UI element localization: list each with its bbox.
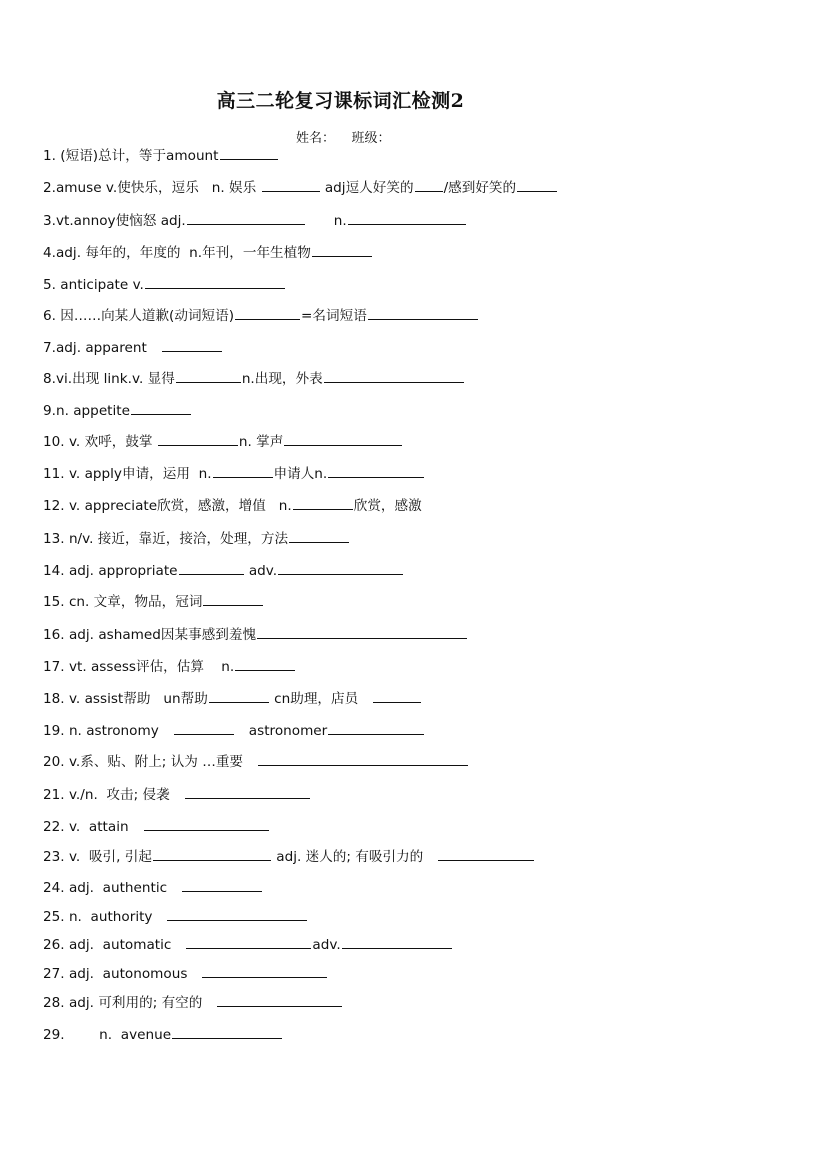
- list-item: 22. v. attain: [43, 817, 270, 836]
- answer-blank[interactable]: [174, 721, 234, 735]
- answer-blank[interactable]: [284, 432, 402, 446]
- list-item: 24. adj. authentic: [43, 878, 263, 897]
- list-item: 15. cn. 文章，物品，冠词: [43, 592, 264, 611]
- answer-blank[interactable]: [373, 689, 421, 703]
- answer-blank[interactable]: [153, 847, 271, 861]
- list-item: 23. v. 吸引, 引起 adj. 迷人的; 有吸引力的: [43, 847, 535, 866]
- list-item: 2.amuse v.使快乐，逗乐 n. 娱乐 adj逗人好笑的 /感到好笑的: [43, 178, 558, 197]
- answer-blank[interactable]: [167, 907, 307, 921]
- list-item: 26. adj. automatic adv.: [43, 935, 453, 954]
- answer-blank[interactable]: [176, 369, 241, 383]
- answer-blank[interactable]: [220, 146, 278, 160]
- answer-blank[interactable]: [342, 935, 452, 949]
- list-item: 6. 因……向某人道歉(动词短语) =名词短语: [43, 306, 479, 325]
- answer-blank[interactable]: [158, 432, 238, 446]
- answer-blank[interactable]: [348, 211, 466, 225]
- list-item: 1. (短语)总计，等于amount: [43, 146, 279, 165]
- list-item: 10. v. 欢呼，鼓掌 n. 掌声: [43, 432, 403, 451]
- answer-blank[interactable]: [258, 752, 468, 766]
- list-item: 5. anticipate v.: [43, 275, 286, 294]
- answer-blank[interactable]: [182, 878, 262, 892]
- list-item: 25. n. authority: [43, 907, 308, 926]
- list-item: 13. n/v. 接近，靠近，接洽，处理，方法: [43, 529, 350, 548]
- answer-blank[interactable]: [131, 401, 191, 415]
- answer-blank[interactable]: [179, 561, 244, 575]
- answer-blank[interactable]: [438, 847, 534, 861]
- answer-blank[interactable]: [187, 211, 305, 225]
- answer-blank[interactable]: [213, 464, 273, 478]
- list-item: 16. adj. ashamed因某事感到羞愧: [43, 625, 468, 644]
- answer-blank[interactable]: [185, 785, 310, 799]
- list-item: 18. v. assist帮助 un帮助 cn助理，店员: [43, 689, 422, 708]
- answer-blank[interactable]: [172, 1025, 282, 1039]
- list-item: 9.n. appetite: [43, 401, 192, 420]
- answer-blank[interactable]: [415, 178, 443, 192]
- page-title: 高三二轮复习课标词汇检测2: [216, 90, 465, 112]
- answer-blank[interactable]: [202, 964, 327, 978]
- answer-blank[interactable]: [368, 306, 478, 320]
- answer-blank[interactable]: [235, 306, 300, 320]
- answer-blank[interactable]: [517, 178, 557, 192]
- list-item: 12. v. appreciate欣赏，感激，增值 n. 欣赏，感激: [43, 498, 422, 514]
- list-item: 3.vt.annoy使恼怒 adj. n.: [43, 211, 467, 230]
- list-item: 8.vi.出现 link.v. 显得 n.出现，外表: [43, 369, 465, 388]
- list-item: 17. vt. assess评估，估算 n.: [43, 657, 296, 676]
- answer-blank[interactable]: [262, 178, 320, 192]
- answer-blank[interactable]: [209, 689, 269, 703]
- answer-blank[interactable]: [328, 721, 424, 735]
- answer-blank[interactable]: [278, 561, 403, 575]
- answer-blank[interactable]: [203, 592, 263, 606]
- list-item: 20. v.系、贴、附上; 认为 …重要: [43, 752, 469, 771]
- name-class-field: 姓名： 班级：: [296, 131, 391, 146]
- answer-blank[interactable]: [293, 496, 353, 510]
- answer-blank[interactable]: [144, 817, 269, 831]
- answer-blank[interactable]: [145, 275, 285, 289]
- list-item: 28. adj. 可利用的; 有空的: [43, 993, 343, 1012]
- list-item: 29. n. avenue: [43, 1025, 283, 1044]
- list-item: 11. v. apply申请，运用 n. 申请人n.: [43, 464, 425, 483]
- list-item: 21. v./n. 攻击; 侵袭: [43, 785, 311, 804]
- list-item: 4.adj. 每年的，年度的 n.年刊，一年生植物: [43, 243, 373, 262]
- answer-blank[interactable]: [217, 993, 342, 1007]
- answer-blank[interactable]: [328, 464, 424, 478]
- answer-blank[interactable]: [289, 529, 349, 543]
- list-item: 14. adj. appropriate adv.: [43, 561, 404, 580]
- answer-blank[interactable]: [324, 369, 464, 383]
- list-item: 27. adj. autonomous: [43, 964, 328, 983]
- list-item: 19. n. astronomy astronomer: [43, 721, 425, 740]
- answer-blank[interactable]: [162, 338, 222, 352]
- list-item: 7.adj. apparent: [43, 338, 223, 357]
- answer-blank[interactable]: [186, 935, 311, 949]
- answer-blank[interactable]: [235, 657, 295, 671]
- answer-blank[interactable]: [312, 243, 372, 257]
- answer-blank[interactable]: [257, 625, 467, 639]
